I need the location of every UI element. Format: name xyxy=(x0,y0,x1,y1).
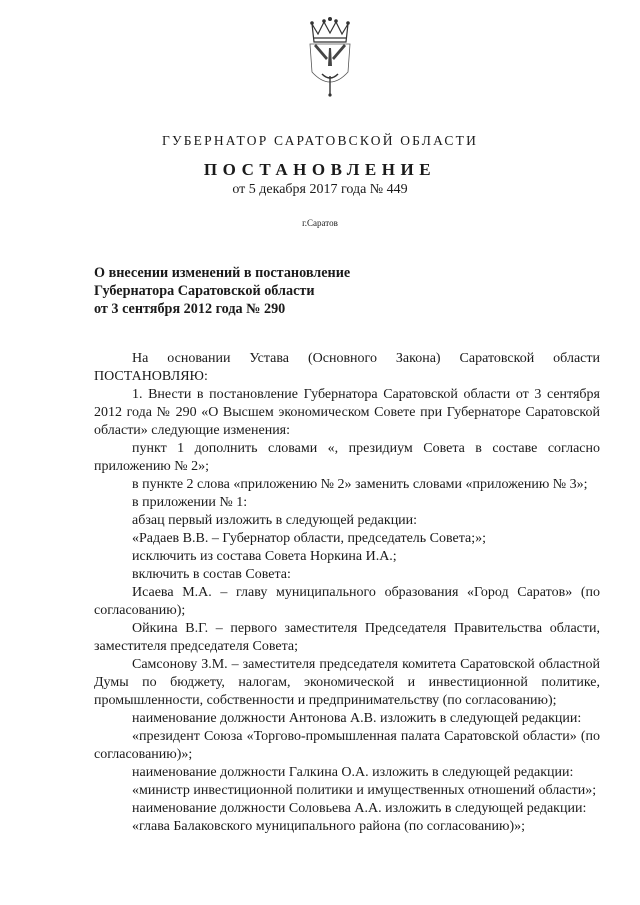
saratov-coat-of-arms-icon xyxy=(298,14,362,98)
subject-line: Губернатора Саратовской области xyxy=(94,283,315,299)
body-paragraph: Ойкина В.Г. – первого заместителя Председателя Правительства области, заместителя председателя Совета; xyxy=(94,621,600,654)
body-paragraph: абзац первый изложить в следующей редакции: xyxy=(132,513,418,528)
document-body xyxy=(94,350,600,836)
body-paragraph: наименование должности Соловьева А.А. изложить в следующей редакции: xyxy=(132,801,587,816)
issuer-title: ГУБЕРНАТОР САРАТОВСКОЙ ОБЛАСТИ xyxy=(161,133,479,148)
body-paragraph: «Радаев В.В. – Губернатор области, председатель Совета;»; xyxy=(132,531,487,546)
body-paragraph: в пункте 2 слова «приложению № 2» заменить словами «приложению № 3»; xyxy=(132,477,588,492)
body-paragraph: «глава Балаковского муниципального района (по согласованию)»; xyxy=(132,819,526,834)
body-paragraph: На основании Устава (Основного Закона) Саратовской области ПОСТАНОВЛЯЮ: xyxy=(94,351,600,384)
body-paragraph: пункт 1 дополнить словами «, президиум Совета в составе согласно приложению № 2»; xyxy=(94,441,600,474)
document-city: г.Саратов xyxy=(302,218,338,228)
document-type-title: ПОСТАНОВЛЕНИЕ xyxy=(203,160,437,179)
body-paragraph: включить в состав Совета: xyxy=(132,567,291,582)
body-paragraph: наименование должности Галкина О.А. изложить в следующей редакции: xyxy=(132,765,574,780)
document-date-number: от 5 декабря 2017 года № 449 xyxy=(232,182,408,197)
emblem-graphic xyxy=(298,14,362,98)
body-paragraph: Самсонову З.М. – заместителя председателя комитета Саратовской областной Думы по бюджету, налогам, экономической и инвестиционной политике, промышленности, собственности и предпринимательству (по согласованию); xyxy=(94,657,600,708)
body-paragraph: «президент Союза «Торгово-промышленная палата Саратовской области» (по согласованию)»; xyxy=(94,729,600,762)
body-paragraph: в приложении № 1: xyxy=(132,495,248,510)
body-paragraph: Исаева М.А. – главу муниципального образования «Город Саратов» (по согласованию); xyxy=(94,585,600,618)
body-paragraph: «министр инвестиционной политики и имущественных отношений области»; xyxy=(132,783,597,798)
subject-line: О внесении изменений в постановление xyxy=(94,265,351,281)
document-subject xyxy=(94,264,424,318)
body-paragraph: наименование должности Антонова А.В. изложить в следующей редакции: xyxy=(132,711,582,726)
body-paragraph: 1. Внести в постановление Губернатора Саратовской области от 3 сентября 2012 года № 290 «О Высшем экономическом Совете при Губернаторе Саратовской области» следующие изменения: xyxy=(94,387,600,438)
body-paragraph: исключить из состава Совета Норкина И.А.; xyxy=(132,549,397,564)
subject-line: от 3 сентября 2012 года № 290 xyxy=(94,301,286,317)
